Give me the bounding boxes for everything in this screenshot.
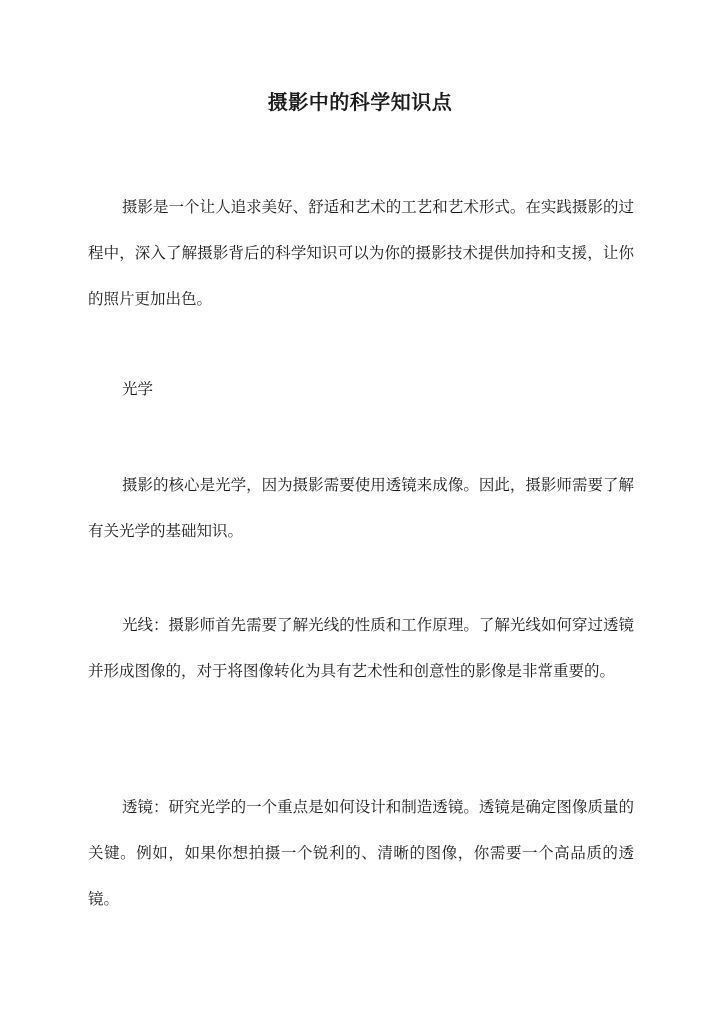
page-title: 摄影中的科学知识点 <box>267 90 453 114</box>
paragraph-optics-core: 摄影的核心是光学，因为摄影需要使用透镜来成像。因此，摄影师需要了解有关光学的基础知识。 <box>88 476 634 540</box>
section-heading-optics: 光学 <box>122 380 154 398</box>
paragraph-lens: 透镜：研究光学的一个重点是如何设计和制造透镜。透镜是确定图像质量的关键。例如，如果你想拍摄一个锐利的、清晰的图像，你需要一个高品质的透镜。 <box>88 798 634 908</box>
intro-paragraph: 摄影是一个让人追求美好、舒适和艺术的工艺和艺术形式。在实践摄影的过程中，深入了解摄影背后的科学知识可以为你的摄影技术提供加持和支援，让你的照片更加出色。 <box>88 198 634 308</box>
paragraph-light: 光线：摄影师首先需要了解光线的性质和工作原理。了解光线如何穿过透镜并形成图像的，对于将图像转化为具有艺术性和创意性的影像是非常重要的。 <box>88 616 634 680</box>
